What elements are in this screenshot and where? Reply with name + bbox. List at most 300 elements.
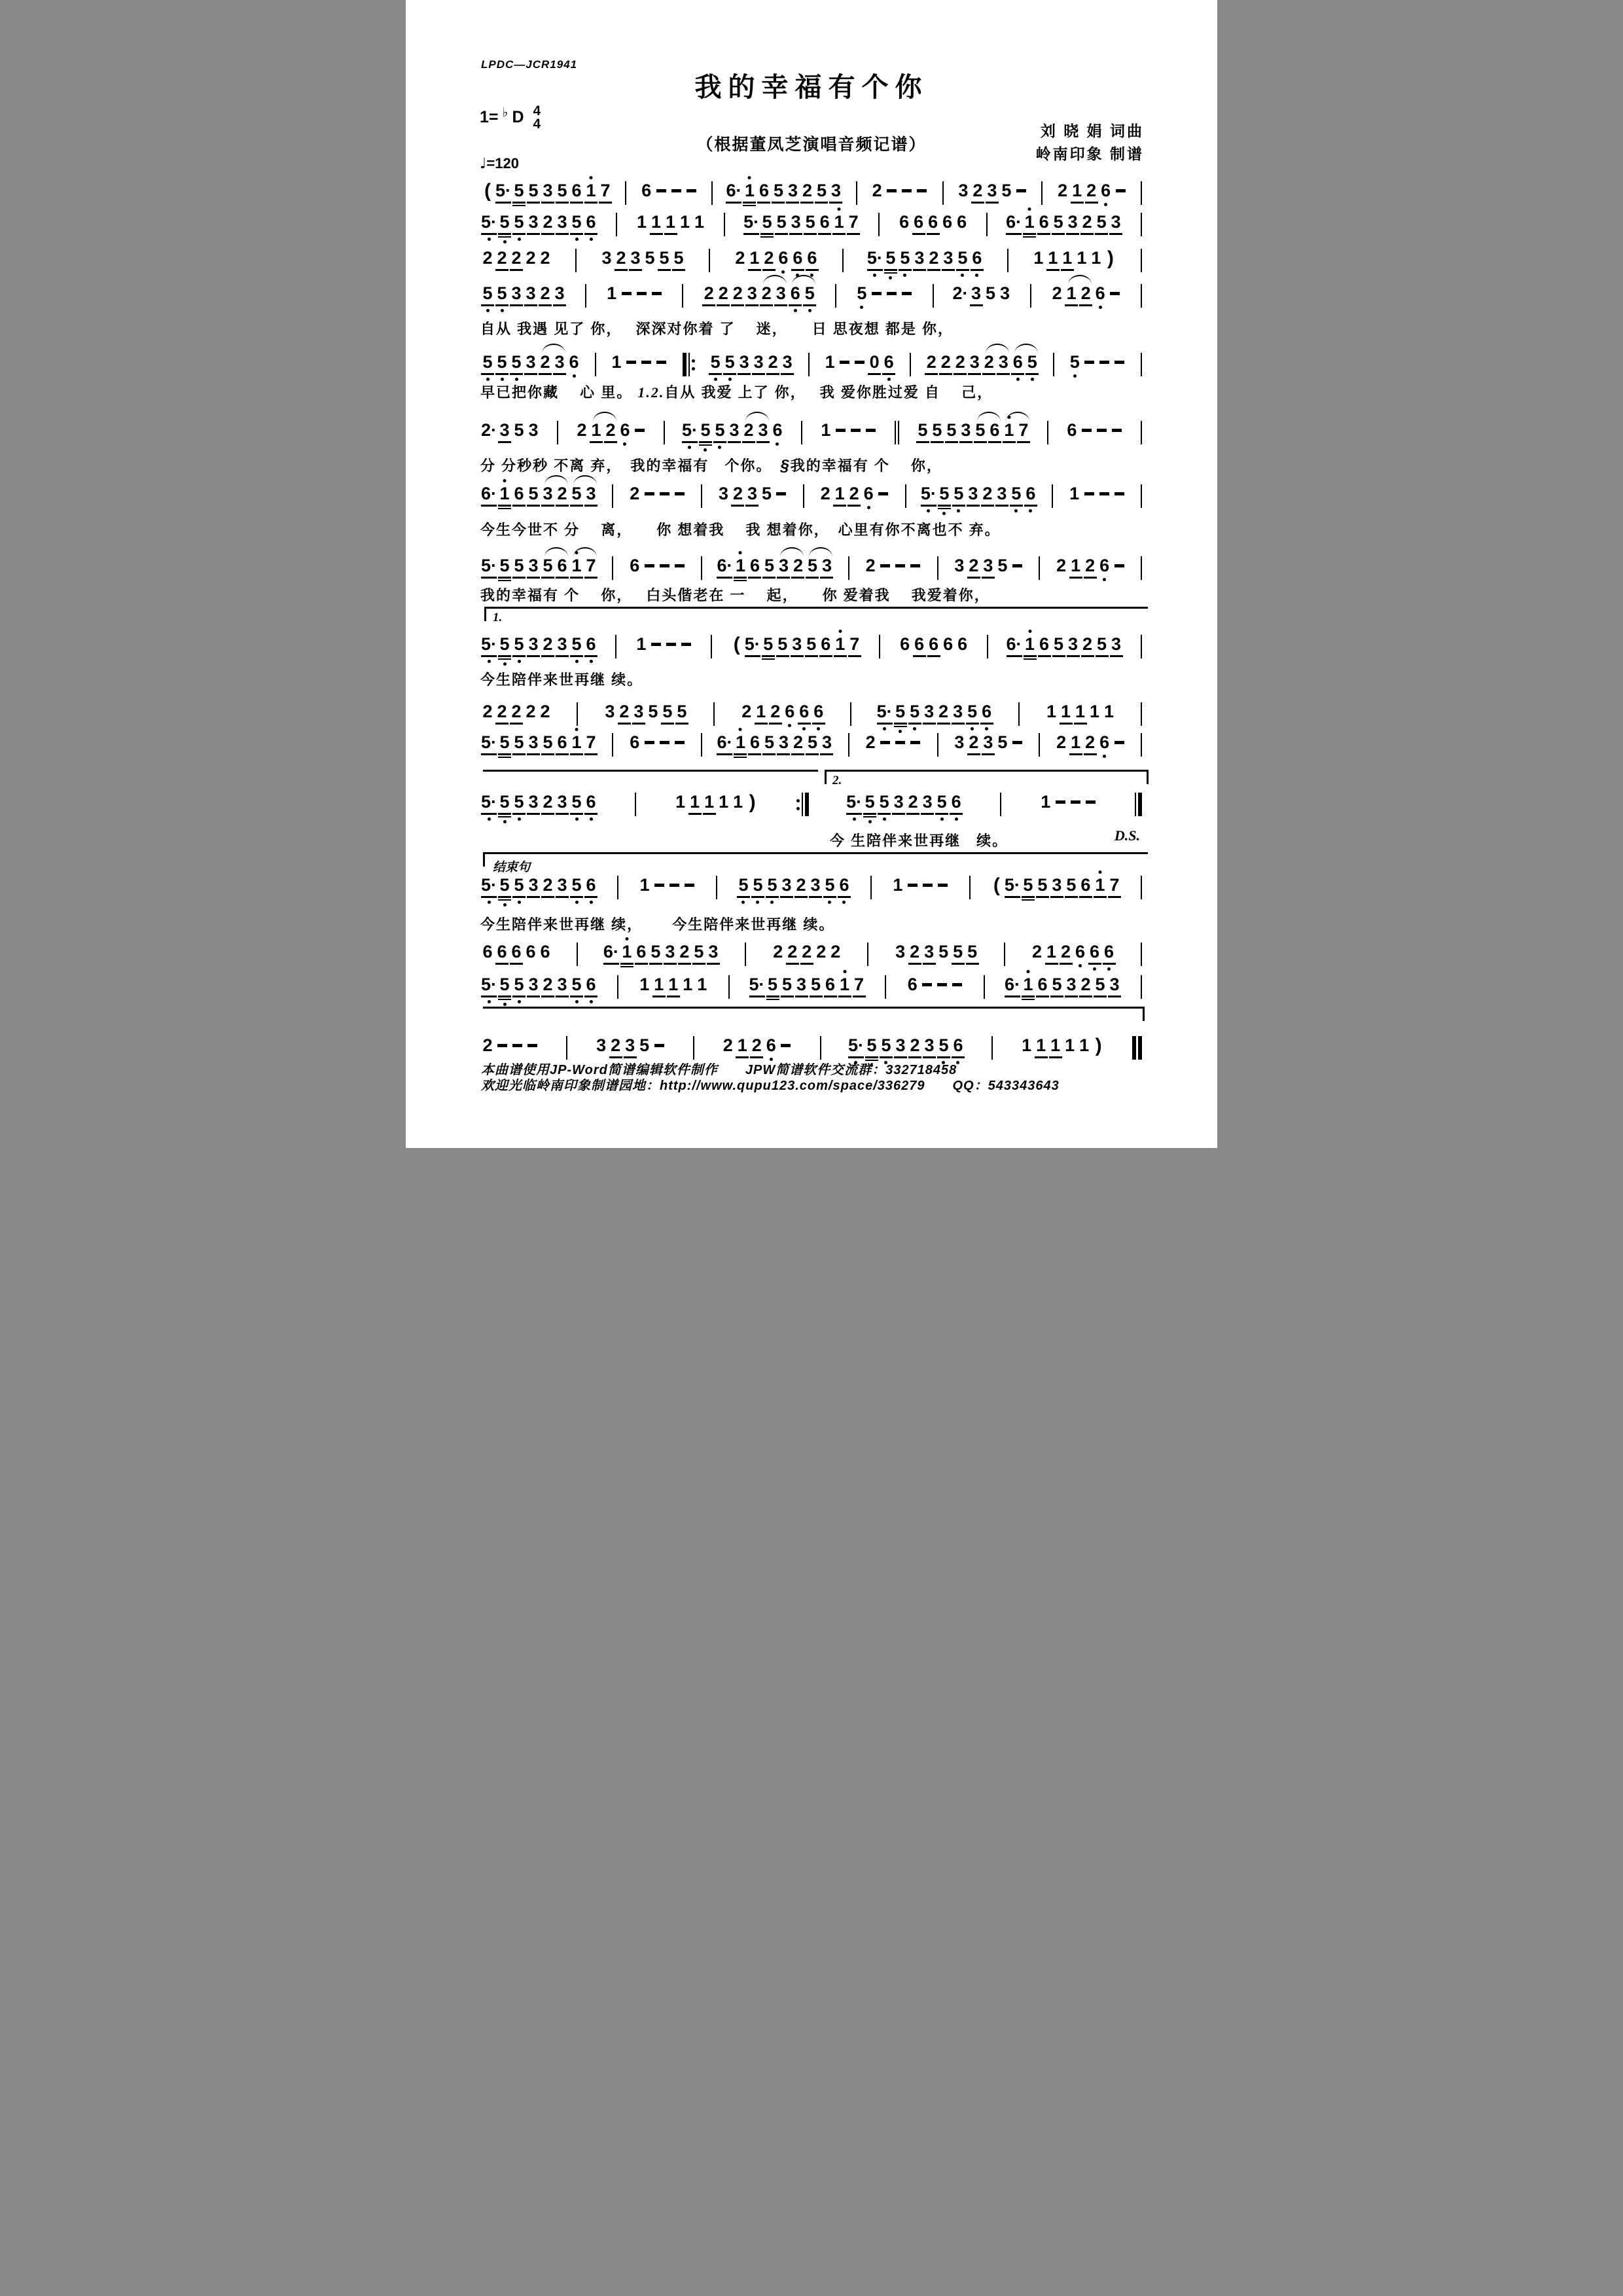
- note-token: 2: [980, 484, 995, 507]
- note-token: 2: [555, 484, 569, 507]
- notation-line: [480, 353, 1144, 383]
- beam-underline: [892, 813, 905, 815]
- note-token: 2: [924, 353, 938, 375]
- beam-underline: [541, 655, 554, 657]
- measure: [823, 353, 896, 381]
- beam-underline: [1022, 896, 1035, 898]
- note-token: 2: [577, 420, 587, 440]
- dash: [872, 292, 882, 295]
- beam-underline: [942, 269, 955, 271]
- beam-underline: [1065, 996, 1078, 997]
- octave-dot-below: [488, 1000, 491, 1003]
- beam-underline: [664, 233, 677, 235]
- note-token: 1: [754, 702, 768, 725]
- beam-underline: [1071, 202, 1084, 204]
- beam-underline: [967, 753, 980, 755]
- beam-underline: [556, 896, 569, 898]
- note-token: 5: [497, 635, 512, 666]
- dash: [645, 492, 654, 495]
- note-token: 5: [512, 635, 526, 663]
- measure: [730, 635, 862, 660]
- lyric-segment: 今生陪伴来世再继 续。: [480, 672, 643, 688]
- barline: [701, 484, 702, 508]
- note-token: 5: [879, 1036, 893, 1064]
- lyric-line: [830, 830, 1008, 850]
- note-token: 1: [1059, 702, 1073, 725]
- beam-underline: [774, 304, 787, 306]
- note-token: 5: [997, 556, 1008, 575]
- note-token: 5: [771, 181, 785, 204]
- beam-underline: [498, 233, 511, 235]
- barline: [1041, 181, 1043, 205]
- beam-underline: [791, 655, 804, 657]
- measure: [893, 942, 980, 965]
- note-token: 3: [663, 942, 677, 965]
- note-token: 2: [766, 353, 780, 375]
- note-token: 2: [927, 249, 941, 271]
- beam-underline: [658, 269, 671, 271]
- note-token: 3: [751, 353, 766, 375]
- repeat-dots: [692, 353, 695, 376]
- dash: [1110, 292, 1120, 295]
- note-token: 3: [1064, 975, 1079, 997]
- note-token: 5: [512, 181, 526, 206]
- dash: [626, 361, 636, 364]
- note-token: 5: [952, 484, 966, 512]
- note-token: 2: [749, 1036, 764, 1058]
- time-signature: [533, 105, 541, 131]
- octave-dot-below: [518, 817, 521, 821]
- dash: [641, 361, 651, 364]
- beam-underline: [1010, 505, 1023, 507]
- note-token: 6: [584, 635, 598, 663]
- note-token: 5: [938, 942, 949, 961]
- beam-underline: [927, 269, 940, 271]
- note-token: 1: [1022, 1035, 1032, 1055]
- beam-underline: [1049, 1056, 1062, 1058]
- lyric-line: [480, 669, 643, 689]
- credit-lyricist: 刘 晓 娟 词曲: [1040, 122, 1144, 139]
- note-token: 3: [895, 942, 906, 961]
- note-token: 2: [865, 732, 876, 752]
- beam-underline: [752, 373, 765, 375]
- measure: [480, 249, 552, 271]
- note-token: 6·: [1004, 975, 1021, 997]
- dash-token: [778, 1036, 793, 1047]
- note-token: 2: [1058, 181, 1068, 200]
- beam-underline: [1079, 896, 1092, 898]
- octave-dot-below: [842, 901, 846, 904]
- dash: [908, 884, 918, 887]
- note-token: 2: [495, 249, 509, 271]
- barline: [850, 702, 851, 726]
- lyric-line: [480, 455, 942, 475]
- lyric-segment: 我的幸福有 个 你， 白头偕老在 一 起， 你 爱着我 我爱着你，: [480, 587, 990, 603]
- beam-underline: [599, 202, 612, 204]
- note-token: 2: [982, 353, 996, 375]
- octave-dot-below: [794, 309, 797, 312]
- beam-underline: [731, 304, 744, 306]
- section-bracket: [825, 770, 1148, 772]
- notation-line: [480, 181, 1144, 211]
- octave-dot-below: [590, 1000, 593, 1003]
- note-token: 7: [846, 213, 861, 235]
- note-token: 3: [996, 353, 1010, 375]
- octave-dot-below: [868, 820, 872, 823]
- beam-underline: [570, 505, 583, 507]
- note-token: 1: [1034, 1036, 1048, 1058]
- note-token: 5: [569, 635, 584, 663]
- note-token: 5·: [480, 975, 497, 1003]
- beam-underline: [609, 1056, 622, 1058]
- note-token: 6: [837, 876, 851, 904]
- beam-underline: [745, 505, 758, 507]
- final-barline: [1135, 793, 1142, 816]
- octave-dot-above: [1027, 970, 1030, 973]
- note-token: 6: [641, 181, 652, 200]
- note-token: 1: [1091, 248, 1101, 268]
- measure: [1030, 942, 1116, 971]
- beam-underline: [966, 963, 979, 965]
- bracket-label: 2.: [832, 774, 842, 787]
- dash: [1084, 492, 1094, 495]
- barline: [1141, 702, 1142, 726]
- note-token: 5: [512, 213, 526, 241]
- note-token: 6: [1079, 876, 1093, 898]
- beam-underline: [809, 896, 822, 898]
- measure: [681, 421, 785, 452]
- notation-line: [480, 635, 1144, 665]
- note-token: 5: [908, 702, 922, 730]
- note-token: 7: [598, 181, 613, 204]
- note-token: 1: [1041, 792, 1051, 812]
- barline: [848, 556, 849, 580]
- note-token: 0: [867, 353, 882, 375]
- measure: [1005, 213, 1123, 238]
- beam-underline: [527, 753, 540, 755]
- dash-token: [950, 975, 965, 986]
- note-token: 3: [526, 876, 541, 898]
- beam-underline: [800, 963, 813, 965]
- beam-underline: [956, 269, 969, 271]
- note-token: 3: [555, 213, 569, 235]
- note-token: 2: [526, 702, 536, 721]
- beam-underline: [618, 723, 631, 725]
- note-token: 2: [540, 702, 550, 721]
- barline: [745, 942, 746, 966]
- dash-token: [1082, 353, 1097, 364]
- dash-token: [935, 975, 950, 986]
- time-numerator: 4: [533, 103, 541, 118]
- barline: [612, 556, 613, 580]
- beam-underline: [748, 753, 761, 755]
- lyric-segment: 早已把你藏 心 里。: [480, 384, 638, 401]
- beam-underline: [615, 269, 628, 271]
- note-token: 3: [922, 942, 936, 965]
- note-token: 6: [526, 942, 536, 961]
- beam-underline: [498, 508, 511, 510]
- dash-token: [649, 284, 664, 295]
- note-token: 5: [802, 284, 817, 312]
- beam-underline: [913, 269, 926, 271]
- beam-underline: [986, 202, 999, 204]
- beam-underline: [570, 655, 583, 657]
- beam-underline: [481, 233, 497, 235]
- beam-underline: [1017, 441, 1030, 443]
- measure: [480, 876, 598, 906]
- measure: [725, 181, 843, 206]
- measure: [480, 975, 598, 1006]
- note-token: 3: [526, 213, 541, 235]
- note-token: 2: [482, 1035, 493, 1055]
- beam-underline: [510, 269, 523, 271]
- octave-dot-below: [728, 378, 732, 381]
- beam-underline: [1050, 896, 1063, 898]
- measure: [1056, 181, 1128, 206]
- note-token: 5·: [920, 484, 937, 512]
- beam-underline: [524, 373, 537, 375]
- measure: [1054, 556, 1127, 581]
- measure: [898, 635, 970, 657]
- beam-underline: [780, 896, 793, 898]
- note-token: 7: [852, 975, 866, 997]
- octave-dot-below: [955, 817, 958, 821]
- note-token: 5: [804, 635, 819, 657]
- beam-underline: [570, 202, 583, 204]
- note-token: 3: [985, 181, 999, 204]
- note-token: 2: [716, 284, 730, 306]
- note-token: 5: [780, 975, 794, 997]
- note-token: 2: [1056, 556, 1067, 575]
- octave-dot-below: [883, 817, 886, 821]
- notation-line: [480, 249, 1144, 279]
- note-token: 6: [926, 213, 940, 235]
- note-token: 5: [569, 484, 584, 507]
- beam-underline: [699, 444, 712, 446]
- barline: [986, 213, 988, 236]
- barline: [1141, 975, 1142, 999]
- beam-underline: [688, 813, 702, 815]
- dash-token: [1112, 353, 1127, 364]
- measure: [480, 1036, 540, 1055]
- beam-underline: [481, 373, 494, 375]
- dash-token: [669, 181, 684, 192]
- note-token: 1: [497, 484, 512, 509]
- note-token: 3: [1109, 213, 1123, 235]
- octave-dot-below: [873, 274, 876, 277]
- beam-underline: [794, 896, 808, 898]
- dash-token: [869, 284, 884, 295]
- dash: [922, 983, 932, 986]
- octave-dot-above: [843, 970, 846, 973]
- beam-underline: [781, 373, 794, 375]
- beam-underline: [495, 963, 508, 965]
- barline: [1141, 213, 1142, 236]
- dash: [887, 292, 897, 295]
- key-letter: D: [512, 108, 524, 127]
- note-token: 5: [541, 733, 555, 755]
- paren-token: (: [484, 180, 491, 202]
- beam-underline: [968, 373, 981, 375]
- barline: [577, 942, 578, 966]
- octave-dot-below: [741, 901, 745, 904]
- note-token: 1: [825, 352, 835, 372]
- note-token: 1: [1046, 702, 1057, 721]
- dash: [840, 361, 849, 364]
- beam-underline: [495, 269, 508, 271]
- note-token: 1: [832, 484, 847, 507]
- beam-underline: [974, 441, 987, 443]
- beam-underline: [667, 996, 680, 997]
- note-token: 6: [907, 975, 918, 994]
- measure: [628, 484, 687, 503]
- note-token: 2: [1059, 942, 1073, 965]
- beam-underline: [834, 655, 847, 657]
- quarter-note-icon: ♩: [480, 156, 487, 172]
- beam-underline: [935, 813, 948, 815]
- beam-underline: [1024, 655, 1037, 657]
- note-token: 5: [497, 793, 512, 823]
- note-token: 5: [569, 876, 584, 904]
- note-token: 1: [607, 283, 617, 303]
- note-token: 5: [497, 213, 512, 243]
- beam-underline: [1084, 577, 1097, 579]
- note-token: 3: [623, 1036, 637, 1058]
- measure: [1006, 635, 1124, 660]
- note-token: 3: [779, 876, 794, 898]
- measure: [628, 556, 687, 575]
- note-token: 1: [1077, 248, 1087, 268]
- note-token: 5: [893, 702, 908, 733]
- lyric-segment: 自从 我爱 上了 你， 我 爱你胜过爱 自 己，: [664, 384, 993, 401]
- measure: [1039, 793, 1098, 812]
- note-token: 6: [1097, 733, 1112, 758]
- dash-token: [1109, 421, 1124, 432]
- note-token: 3: [969, 284, 984, 306]
- note-token: 3: [922, 702, 936, 725]
- dash-token: [672, 556, 687, 567]
- measure: [1054, 733, 1127, 758]
- note-token: 1: [1002, 421, 1016, 443]
- note-token: 3: [596, 1035, 607, 1055]
- note-token: 3: [776, 733, 791, 755]
- lyric-segment: 分 分秒秒 不离 弃， 我的幸福有 个你。: [480, 457, 781, 474]
- octave-dot-above: [739, 728, 742, 731]
- beam-underline: [1023, 236, 1036, 238]
- beam-underline: [800, 202, 813, 204]
- beam-underline: [510, 304, 523, 306]
- beam-underline: [952, 723, 965, 725]
- measure: [716, 484, 789, 507]
- barline: [1141, 635, 1142, 658]
- barline: [1047, 421, 1048, 444]
- note-token: 6: [1102, 942, 1116, 971]
- barline: [557, 421, 558, 444]
- note-token: 3: [555, 635, 569, 657]
- note-token: 5: [916, 421, 930, 443]
- note-token: 6: [927, 635, 941, 657]
- measure: [749, 975, 866, 1000]
- measure: [480, 484, 598, 509]
- barline: [885, 975, 886, 999]
- dash: [887, 189, 897, 192]
- dash-token: [1097, 353, 1112, 364]
- beam-underline: [863, 813, 876, 815]
- note-token: 2: [967, 556, 981, 579]
- dash-token: [884, 181, 899, 192]
- barline: [1039, 733, 1040, 757]
- note-token: 6·: [725, 181, 742, 204]
- octave-dot-below: [503, 820, 507, 823]
- dash-token: [1083, 793, 1098, 804]
- lyric-line: [480, 318, 954, 338]
- note-token: 1: [733, 556, 747, 581]
- beam-underline: [481, 304, 494, 306]
- beam-underline: [1061, 269, 1074, 271]
- note-token: 1: [1021, 975, 1035, 1000]
- dash: [687, 189, 696, 192]
- note-token: 5: [1051, 213, 1065, 235]
- note-token: 1: [639, 975, 650, 994]
- beam-underline: [738, 373, 751, 375]
- note-token: 1: [1044, 942, 1059, 965]
- dash-token: [624, 353, 639, 364]
- note-token: 5·: [846, 793, 863, 821]
- dash: [866, 429, 876, 432]
- note-token: 6: [819, 635, 833, 657]
- octave-dot-below: [1103, 578, 1106, 581]
- beam-underline: [762, 655, 775, 657]
- note-token: 3: [524, 353, 538, 375]
- beam-underline: [908, 1056, 921, 1058]
- note-token: 2: [906, 793, 920, 815]
- beam-underline: [1069, 753, 1082, 755]
- note-token: 3: [745, 484, 759, 507]
- note-token: 2: [800, 181, 814, 204]
- beam-underline: [766, 896, 779, 898]
- note-token: 2: [730, 284, 745, 306]
- note-token: 2: [540, 248, 550, 268]
- note-token: 1: [1065, 1035, 1075, 1055]
- measure: [599, 249, 686, 271]
- note-token: 6: [899, 212, 910, 232]
- dash-token: [642, 733, 657, 744]
- note-token: 6: [812, 702, 826, 730]
- measure: [721, 1036, 793, 1061]
- beam-underline: [1060, 723, 1073, 725]
- note-token: 1: [1023, 635, 1037, 660]
- beam-underline: [1005, 996, 1020, 997]
- note-token: 2: [1032, 942, 1043, 961]
- note-token: 1: [1069, 733, 1083, 755]
- beam-underline: [970, 304, 983, 306]
- note-token: 5: [805, 556, 819, 579]
- note-token: 6: [1088, 942, 1102, 971]
- dash: [660, 492, 669, 495]
- beam-underline: [709, 373, 722, 375]
- octave-dot-below: [817, 727, 820, 730]
- dash: [527, 1044, 537, 1047]
- measure: [1044, 702, 1116, 725]
- measure: [863, 733, 923, 752]
- note-token: 3: [541, 484, 555, 507]
- beam-underline: [620, 963, 633, 965]
- measure: [916, 421, 1031, 443]
- octave-dot-below: [927, 509, 930, 512]
- note-token: 1: [697, 975, 707, 994]
- note-token: 2: [938, 353, 953, 375]
- note-token: 3: [959, 421, 973, 443]
